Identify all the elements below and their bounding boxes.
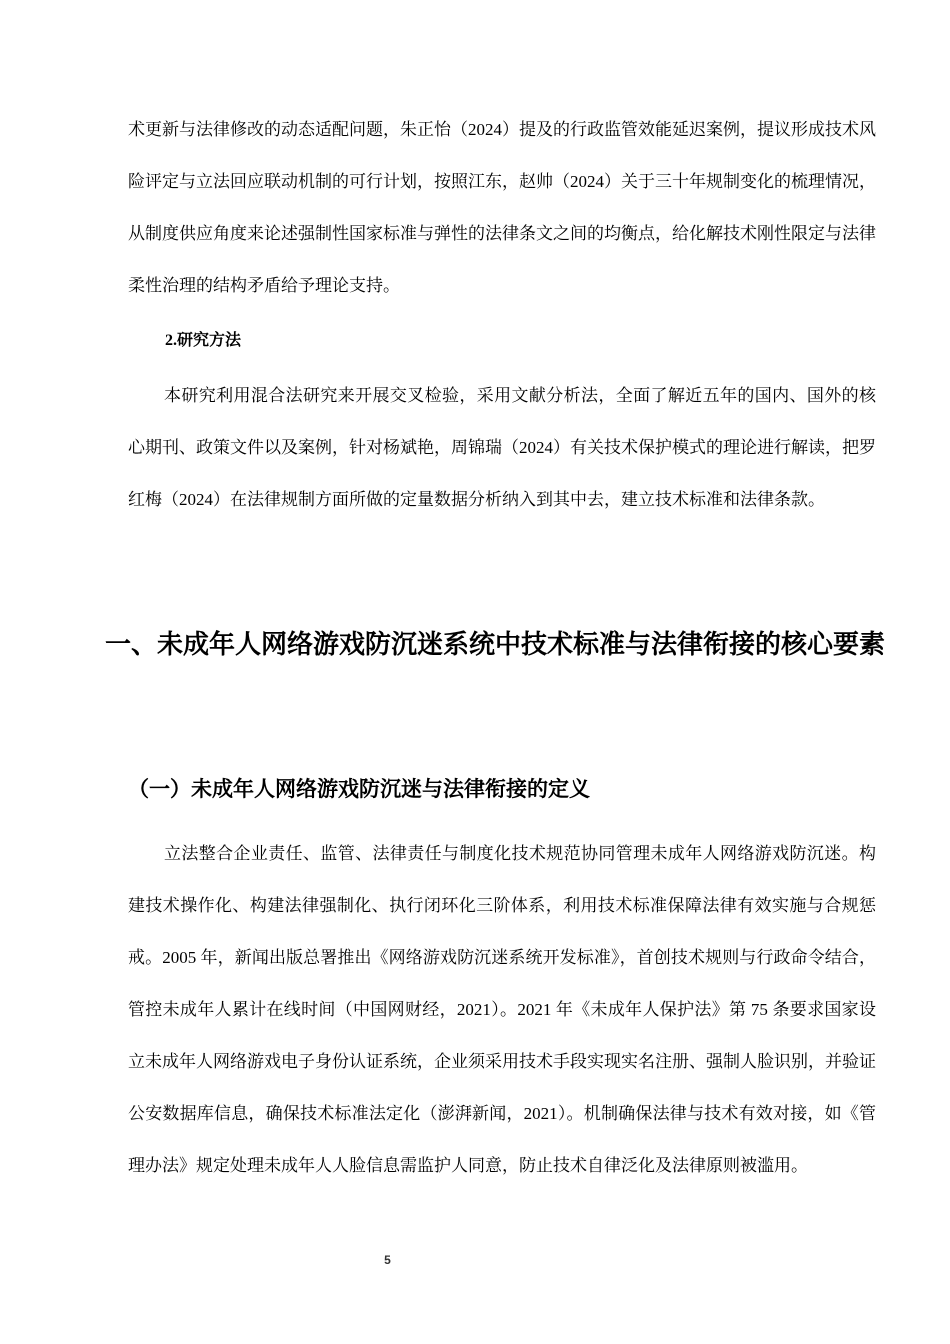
research-method-heading: 2.研究方法 [165, 332, 242, 349]
intro-continued-paragraph: 术更新与法律修改的动态适配问题，朱正怡（2024）提及的行政监管效能延迟案例，提议形成技术风险评定与立法回应联动机制的可行计划，按照江东，赵帅（2024）关于三十年规制变化的梳理情况，从制度供应角度来论述强制性国家标准与弹性的法律条文之间的均衡点，给化解技术刚性限定与法律柔性治理的结构矛盾给予理论支持。 [128, 120, 876, 295]
page-number: 5 [384, 1253, 391, 1267]
research-method-paragraph: 本研究利用混合法研究来开展交叉检验，采用文献分析法，全面了解近五年的国内、国外的核心期刊、政策文件以及案例，针对杨斌艳，周锦瑞（2024）有关技术保护模式的理论进行解读，把罗红梅（2024）在法律规制方面所做的定量数据分析纳入到其中去，建立技术标准和法律条款。 [128, 386, 876, 509]
section-heading: （一）未成年人网络游戏防沉迷与法律衔接的定义 [128, 778, 590, 801]
chapter-heading: 一、未成年人网络游戏防沉迷系统中技术标准与法律衔接的核心要素 [104, 629, 885, 659]
section-definition-paragraph: 立法整合企业责任、监管、法律责任与制度化技术规范协同管理未成年人网络游戏防沉迷。构建技术操作化、构建法律强制化、执行闭环化三阶体系，利用技术标准保障法律有效实施与合规惩戒。2005 年，新闻出版总署推出《网络游戏防沉迷系统开发标准》，首创技术规则与行政命令结合，管控未成年人累计在线时间（中国网财经，2021）。2021 年《未成年人保护法》第 75 条要求国家设立未成年人网络游戏电子身份认证系统，企业须采用技术手段实现实名注册、强制人脸识别，并验证公安数据库信息，确保技术标准法定化（澎湃新闻，2021）。机制确保法律与技术有效对接，如《管理办法》规定处理未成年人人脸信息需监护人同意，防止技术自律泛化及法律原则被滥用。 [128, 844, 876, 1175]
